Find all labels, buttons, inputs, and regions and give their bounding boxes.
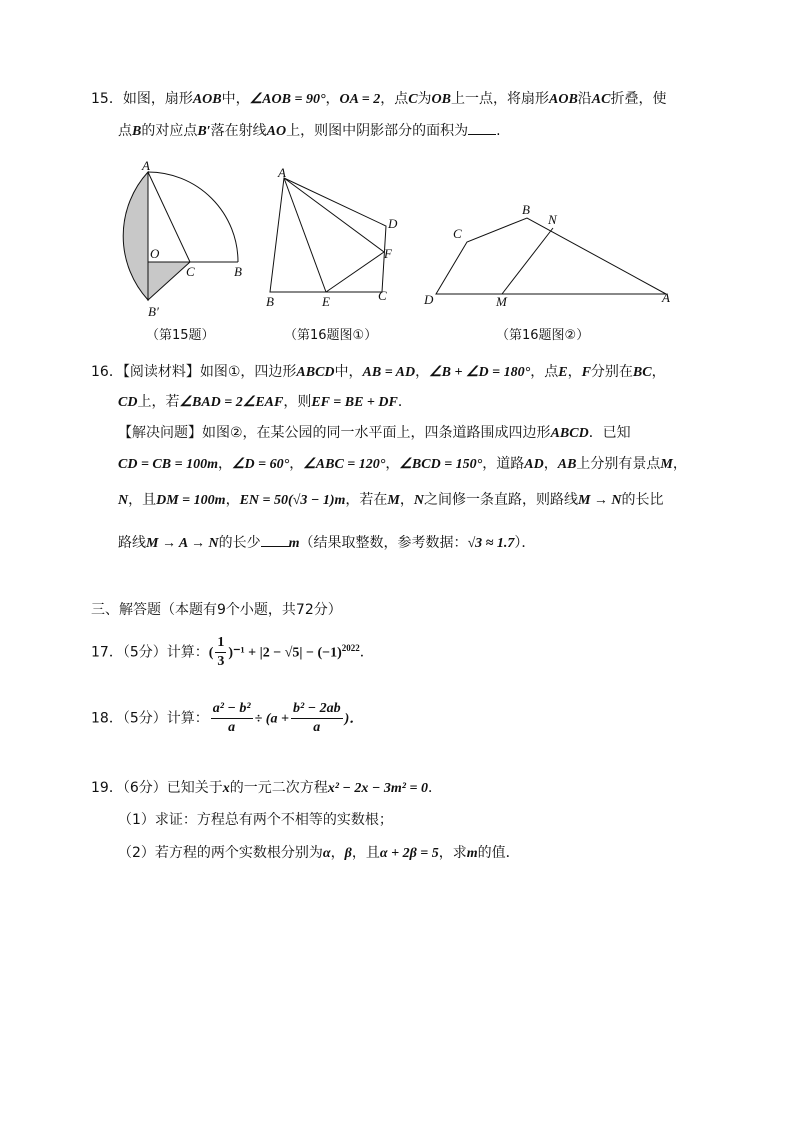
sector-arc	[148, 172, 238, 262]
shaded-triangle	[148, 262, 190, 300]
math: OB	[431, 92, 451, 107]
text: ．	[397, 394, 412, 410]
text: 的一元二次方程	[229, 780, 328, 796]
question-label: 19．（6分）已知关于	[91, 780, 223, 796]
text: 上分别有景点	[576, 456, 661, 472]
answer-blank[interactable]	[468, 120, 496, 135]
math: ∠BAD = 2∠EAF	[179, 395, 284, 410]
math: α	[322, 846, 331, 861]
denominator: a	[228, 720, 236, 735]
text: ，	[385, 456, 400, 472]
math: ABCD	[550, 426, 589, 441]
text: ，	[543, 456, 558, 472]
label-M: M	[496, 294, 507, 309]
q19-part1: （1）求证：方程总有两个不相等的实数根；	[118, 812, 393, 828]
math: F	[581, 365, 591, 380]
text: ，且	[351, 845, 380, 861]
answer-blank[interactable]	[261, 532, 289, 547]
text: 的长比	[621, 492, 664, 508]
text: 上，则图中阴影部分的面积为	[286, 123, 469, 139]
text: 沿	[577, 91, 592, 107]
math: α + 2β = 5	[379, 846, 439, 861]
text: （2）若方程的两个实数根分别为	[118, 845, 323, 861]
math: √3 ≈ 1.7	[467, 536, 515, 551]
math: B′	[197, 124, 211, 139]
text: ，	[325, 91, 340, 107]
math: M → N	[577, 493, 622, 508]
math: ∠ABC = 120°	[303, 457, 386, 472]
segment-EF	[326, 252, 384, 292]
text: 折叠，使	[610, 91, 667, 107]
fraction	[291, 700, 343, 737]
math: AOB	[192, 92, 222, 107]
denominator: a	[313, 720, 321, 735]
shaded-segment	[123, 172, 148, 300]
text: ，	[330, 845, 345, 861]
math: N	[413, 493, 424, 508]
q16-line4	[118, 454, 687, 475]
figure-15	[118, 158, 258, 328]
label-A: A	[142, 158, 150, 173]
label-A: A	[278, 165, 286, 180]
caption-15: （第15题）	[146, 328, 215, 343]
label-C: C	[378, 288, 387, 303]
math: AOB	[549, 92, 578, 107]
numerator: a² − b²	[211, 700, 253, 719]
math: DM = 100m	[156, 493, 226, 508]
label-C: C	[453, 226, 462, 241]
label-F: F	[384, 246, 392, 261]
text: ，点	[530, 364, 559, 380]
math: EN = 50(√3 − 1)m	[239, 493, 346, 508]
quadrilateral-road	[436, 218, 666, 294]
math: B	[132, 124, 142, 139]
text: ，	[399, 492, 414, 508]
math: M	[387, 493, 400, 508]
exponent: 2022	[341, 642, 360, 653]
segment-AF	[284, 178, 384, 252]
math: AD	[524, 457, 544, 472]
math: E	[558, 365, 568, 380]
q16-line6	[118, 532, 535, 554]
q15-line2	[118, 120, 501, 142]
paren: (	[208, 645, 214, 661]
q16-line1	[91, 362, 666, 383]
math: EF = BE + DF	[311, 395, 398, 410]
math: M	[660, 457, 673, 472]
denominator: 3	[217, 654, 225, 669]
q18-line	[91, 700, 363, 737]
math: AB	[557, 457, 577, 472]
text: ，点	[380, 91, 409, 107]
math: BC	[632, 365, 652, 380]
q17-line	[91, 634, 374, 671]
fraction	[215, 634, 226, 671]
label-E: E	[322, 294, 330, 309]
math: OA = 2	[339, 92, 381, 107]
math: N	[118, 493, 129, 508]
text: ，且	[128, 492, 157, 508]
text: 【解决问题】如图②，在某公园的同一水平面上，四条道路围成四边形	[118, 425, 551, 441]
label-O: O	[150, 246, 160, 261]
math: M → A → N	[146, 536, 219, 551]
math: C	[408, 92, 418, 107]
math: ∠AOB = 90°	[249, 92, 326, 107]
text: 的对应点	[141, 123, 198, 139]
numerator: 1	[215, 634, 226, 653]
q16-line3	[118, 423, 631, 444]
label-Bp: B′	[148, 304, 159, 319]
q16-line2	[118, 392, 412, 413]
math: ∠D = 60°	[231, 457, 290, 472]
label-B: B	[234, 264, 242, 279]
math: )．	[344, 711, 364, 727]
text: 分别在	[590, 364, 633, 380]
question-label: 18．（5分）计算：	[91, 710, 209, 727]
figure-16-2	[420, 196, 680, 312]
math: β	[344, 846, 352, 861]
math: x² − 2x − 3m² = 0	[327, 781, 428, 796]
text: ，则	[283, 394, 312, 410]
math: AO	[266, 124, 287, 139]
math: m	[466, 846, 478, 861]
math: ÷ (a +	[254, 711, 289, 727]
label-C: C	[186, 264, 195, 279]
math: )⁻¹ + |2 − √5| − (−1)	[228, 645, 342, 661]
text: ．	[427, 780, 442, 796]
text: ）．	[514, 535, 536, 551]
math: AB = AD	[362, 365, 416, 380]
math: x	[222, 781, 230, 796]
text: 上，若	[137, 394, 180, 410]
label-B: B	[266, 294, 274, 309]
caption-16-1: （第16题图①）	[284, 328, 378, 343]
math: ∠BCD = 150°	[399, 457, 483, 472]
math: ∠B + ∠D = 180°	[429, 365, 531, 380]
question-number: 15．	[91, 91, 123, 107]
label-D: D	[388, 216, 398, 231]
text: （结果取整数，参考数据：	[299, 535, 468, 551]
math: CD = CB = 100m	[118, 457, 218, 472]
question-number: 16．	[91, 364, 123, 380]
text: ，若在	[345, 492, 388, 508]
text: 落在射线	[210, 123, 267, 139]
figure-16-1	[260, 164, 410, 314]
q16-line5	[118, 490, 664, 511]
math: m	[288, 536, 300, 551]
math: ABCD	[296, 365, 335, 380]
text: ，道路	[482, 456, 525, 472]
text: ，	[225, 492, 240, 508]
text: 点	[118, 123, 132, 139]
text: 的值．	[477, 845, 520, 861]
text: ．	[359, 644, 374, 661]
text: 中，	[221, 91, 250, 107]
text: ，	[672, 456, 687, 472]
text: 为	[417, 91, 432, 107]
quadrilateral-ABCD	[270, 178, 386, 292]
text: ，求	[438, 845, 467, 861]
q15-line1	[91, 89, 666, 110]
text: 的长少	[218, 535, 261, 551]
math: CD	[118, 395, 138, 410]
segment-MN	[502, 228, 553, 294]
q19-line1	[91, 778, 442, 799]
section-heading: 三、解答题（本题有9个小题，共72分）	[91, 602, 342, 618]
label-B: B	[522, 202, 530, 217]
math: AC	[591, 92, 611, 107]
text: 中，	[334, 364, 363, 380]
text: 如图，扇形	[122, 91, 193, 107]
text: ．已知	[588, 425, 631, 441]
fraction	[211, 700, 253, 737]
text: 上一点，将扇形	[451, 91, 549, 107]
text: ，	[289, 456, 304, 472]
text: 之间修一条直路，则路线	[423, 492, 578, 508]
text: ，	[651, 364, 666, 380]
text: .	[496, 123, 501, 139]
numerator: b² − 2ab	[291, 700, 343, 719]
label-D: D	[424, 292, 434, 307]
text: 【阅读材料】如图①，四边形	[122, 364, 297, 380]
q19-part2	[118, 843, 520, 864]
caption-16-2: （第16题图②）	[496, 328, 590, 343]
text: ，	[217, 456, 232, 472]
text: ，	[567, 364, 582, 380]
label-N: N	[548, 212, 557, 227]
text: ，	[415, 364, 430, 380]
question-label: 17．（5分）计算：	[91, 644, 209, 661]
text: 路线	[118, 535, 146, 551]
label-A: A	[662, 290, 670, 305]
